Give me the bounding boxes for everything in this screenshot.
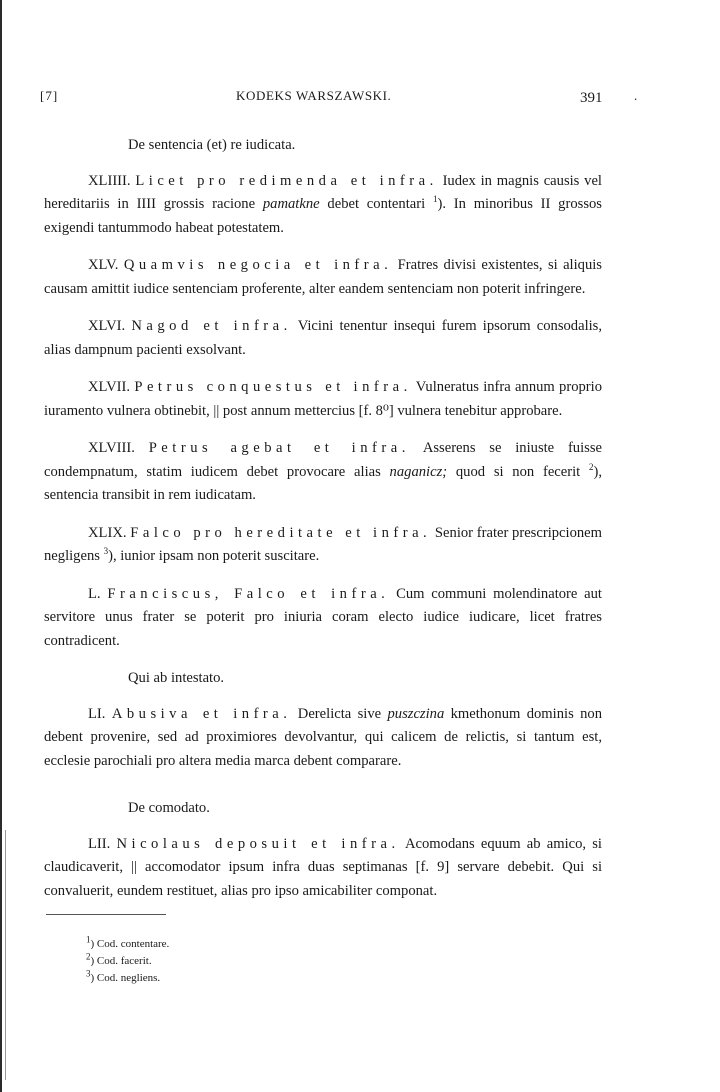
article-number: XLVI. (88, 318, 126, 334)
article (44, 170, 602, 241)
article-number: XLV. (88, 257, 119, 273)
article (44, 315, 602, 362)
article-italic: puszczina (387, 705, 445, 722)
article (44, 703, 602, 774)
section-heading: De comodato. (128, 800, 210, 816)
article-number: XLIIII. (88, 172, 131, 189)
article-text: Asserens se iniuste fuisse condempnatum, statim iudicem debet provocare alias (44, 440, 602, 480)
article-text-3: ), sentencia transibit in rem iudicatam. (44, 463, 602, 503)
article-italic: pamatkne (262, 196, 320, 212)
article-text: Derelicta sive (291, 705, 388, 722)
footnote-mark: 1 (86, 934, 91, 945)
article-text-2: debet contentari (319, 196, 433, 212)
article-italic: naganicz; (389, 463, 448, 480)
footnote-ref: 2 (588, 461, 594, 472)
running-title: KODEKS WARSZAWSKI. (236, 88, 392, 103)
article-incipit: Licet pro redimenda et infra. (135, 172, 438, 189)
article-text: Vicini tenentur insequi furem ipsorum consodalis, alias dampnum pacienti exsolvant. (44, 318, 603, 358)
article (44, 583, 602, 654)
footnote (86, 970, 169, 987)
article-incipit: Abusiva et infra. (111, 705, 292, 722)
article-text: Vulneratus infra annum proprio iuramento vulnera obtinebit, || post annum mettercius [f. 8⁰] vulnera tenebitur approbare. (44, 379, 603, 419)
article-number: XLVIII. (88, 440, 135, 456)
article-number: L. (88, 585, 101, 602)
section-heading: De sentencia (et) re iudicata. (128, 137, 296, 153)
article-text: Iudex in magnis causis vel hereditariis in IIII grossis racione (44, 172, 602, 212)
scan-edge (0, 0, 2, 1092)
page-number: 391 (580, 90, 603, 106)
article-incipit: Nicolaus deposuit et infra. (116, 835, 400, 852)
article-text: Acomodans equum ab amico, si claudicaverit, || accomodator ipsum infra duas septimanas [f. 9] servare debebit. Qui si convaluerit, eundem restituet, alias pro ipso amicabiliter componat. (44, 835, 602, 899)
footnote-text: ) Cod. negliens. (90, 972, 161, 984)
article-number: LI. (88, 705, 106, 722)
article-incipit: Falco pro hereditate et infra. (130, 524, 432, 541)
article-incipit: Petrus agebat et infra. (148, 440, 410, 456)
footnote-ref: 1 (432, 194, 438, 205)
article-text-3: ), iunior ipsam non poterit suscitare. (108, 548, 320, 564)
footnote-text: ) Cod. contentare. (90, 938, 170, 950)
section-heading: Qui ab intestato. (128, 670, 225, 686)
article-incipit: Nagod et infra. (131, 318, 292, 334)
footnote-mark: 2 (86, 951, 91, 962)
article-text-2: quod si non fecerit (447, 463, 589, 480)
section-number: [7] (40, 88, 59, 103)
footnote (86, 936, 169, 953)
article-incipit: Quamvis negocia et infra. (123, 257, 393, 273)
article-incipit: Petrus conquestus et infra. (134, 379, 412, 395)
article-text: Cum communi molendinatore aut servitore unus frater se poterit pro iniuria coram electo iudice iudicare, licet fratres contradicent. (44, 585, 602, 649)
article-number: XLIX. (88, 524, 127, 541)
article (44, 437, 602, 508)
article (44, 833, 602, 904)
article (44, 254, 602, 301)
main-text (44, 134, 602, 917)
header-dot: . (634, 88, 638, 103)
article-text-2: kmethonum dominis non debent provenire, sed ad proximiores devolvantur, qui calicem de relictis, si tantum est, ecclesie parochiali pro altera media marca debent comparare. (44, 705, 602, 769)
running-header (40, 88, 680, 108)
footnote-rule (46, 914, 166, 915)
article-text-3: ). In minoribus II grossos exigendi tantummodo habeat potestatem. (44, 196, 602, 236)
footnote-mark: 3 (86, 968, 91, 979)
article-text: Fratres divisi existentes, si aliquis causam amittit iudice sentenciam proferente, alter eandem sentenciam non poterit infringere. (44, 257, 602, 297)
article (44, 522, 602, 569)
scan-edge-inner (5, 830, 6, 1080)
article (44, 376, 602, 423)
footnote-text: ) Cod. facerit. (90, 955, 152, 967)
article-number: LII. (88, 835, 111, 852)
article-text: Senior frater prescripcionem negligens (44, 524, 602, 564)
footnote (86, 953, 169, 970)
article-number: XLVII. (88, 379, 131, 395)
footnote-ref: 3 (103, 546, 109, 557)
article-incipit: Franciscus, Falco et infra. (107, 585, 390, 602)
footnotes (86, 936, 169, 987)
